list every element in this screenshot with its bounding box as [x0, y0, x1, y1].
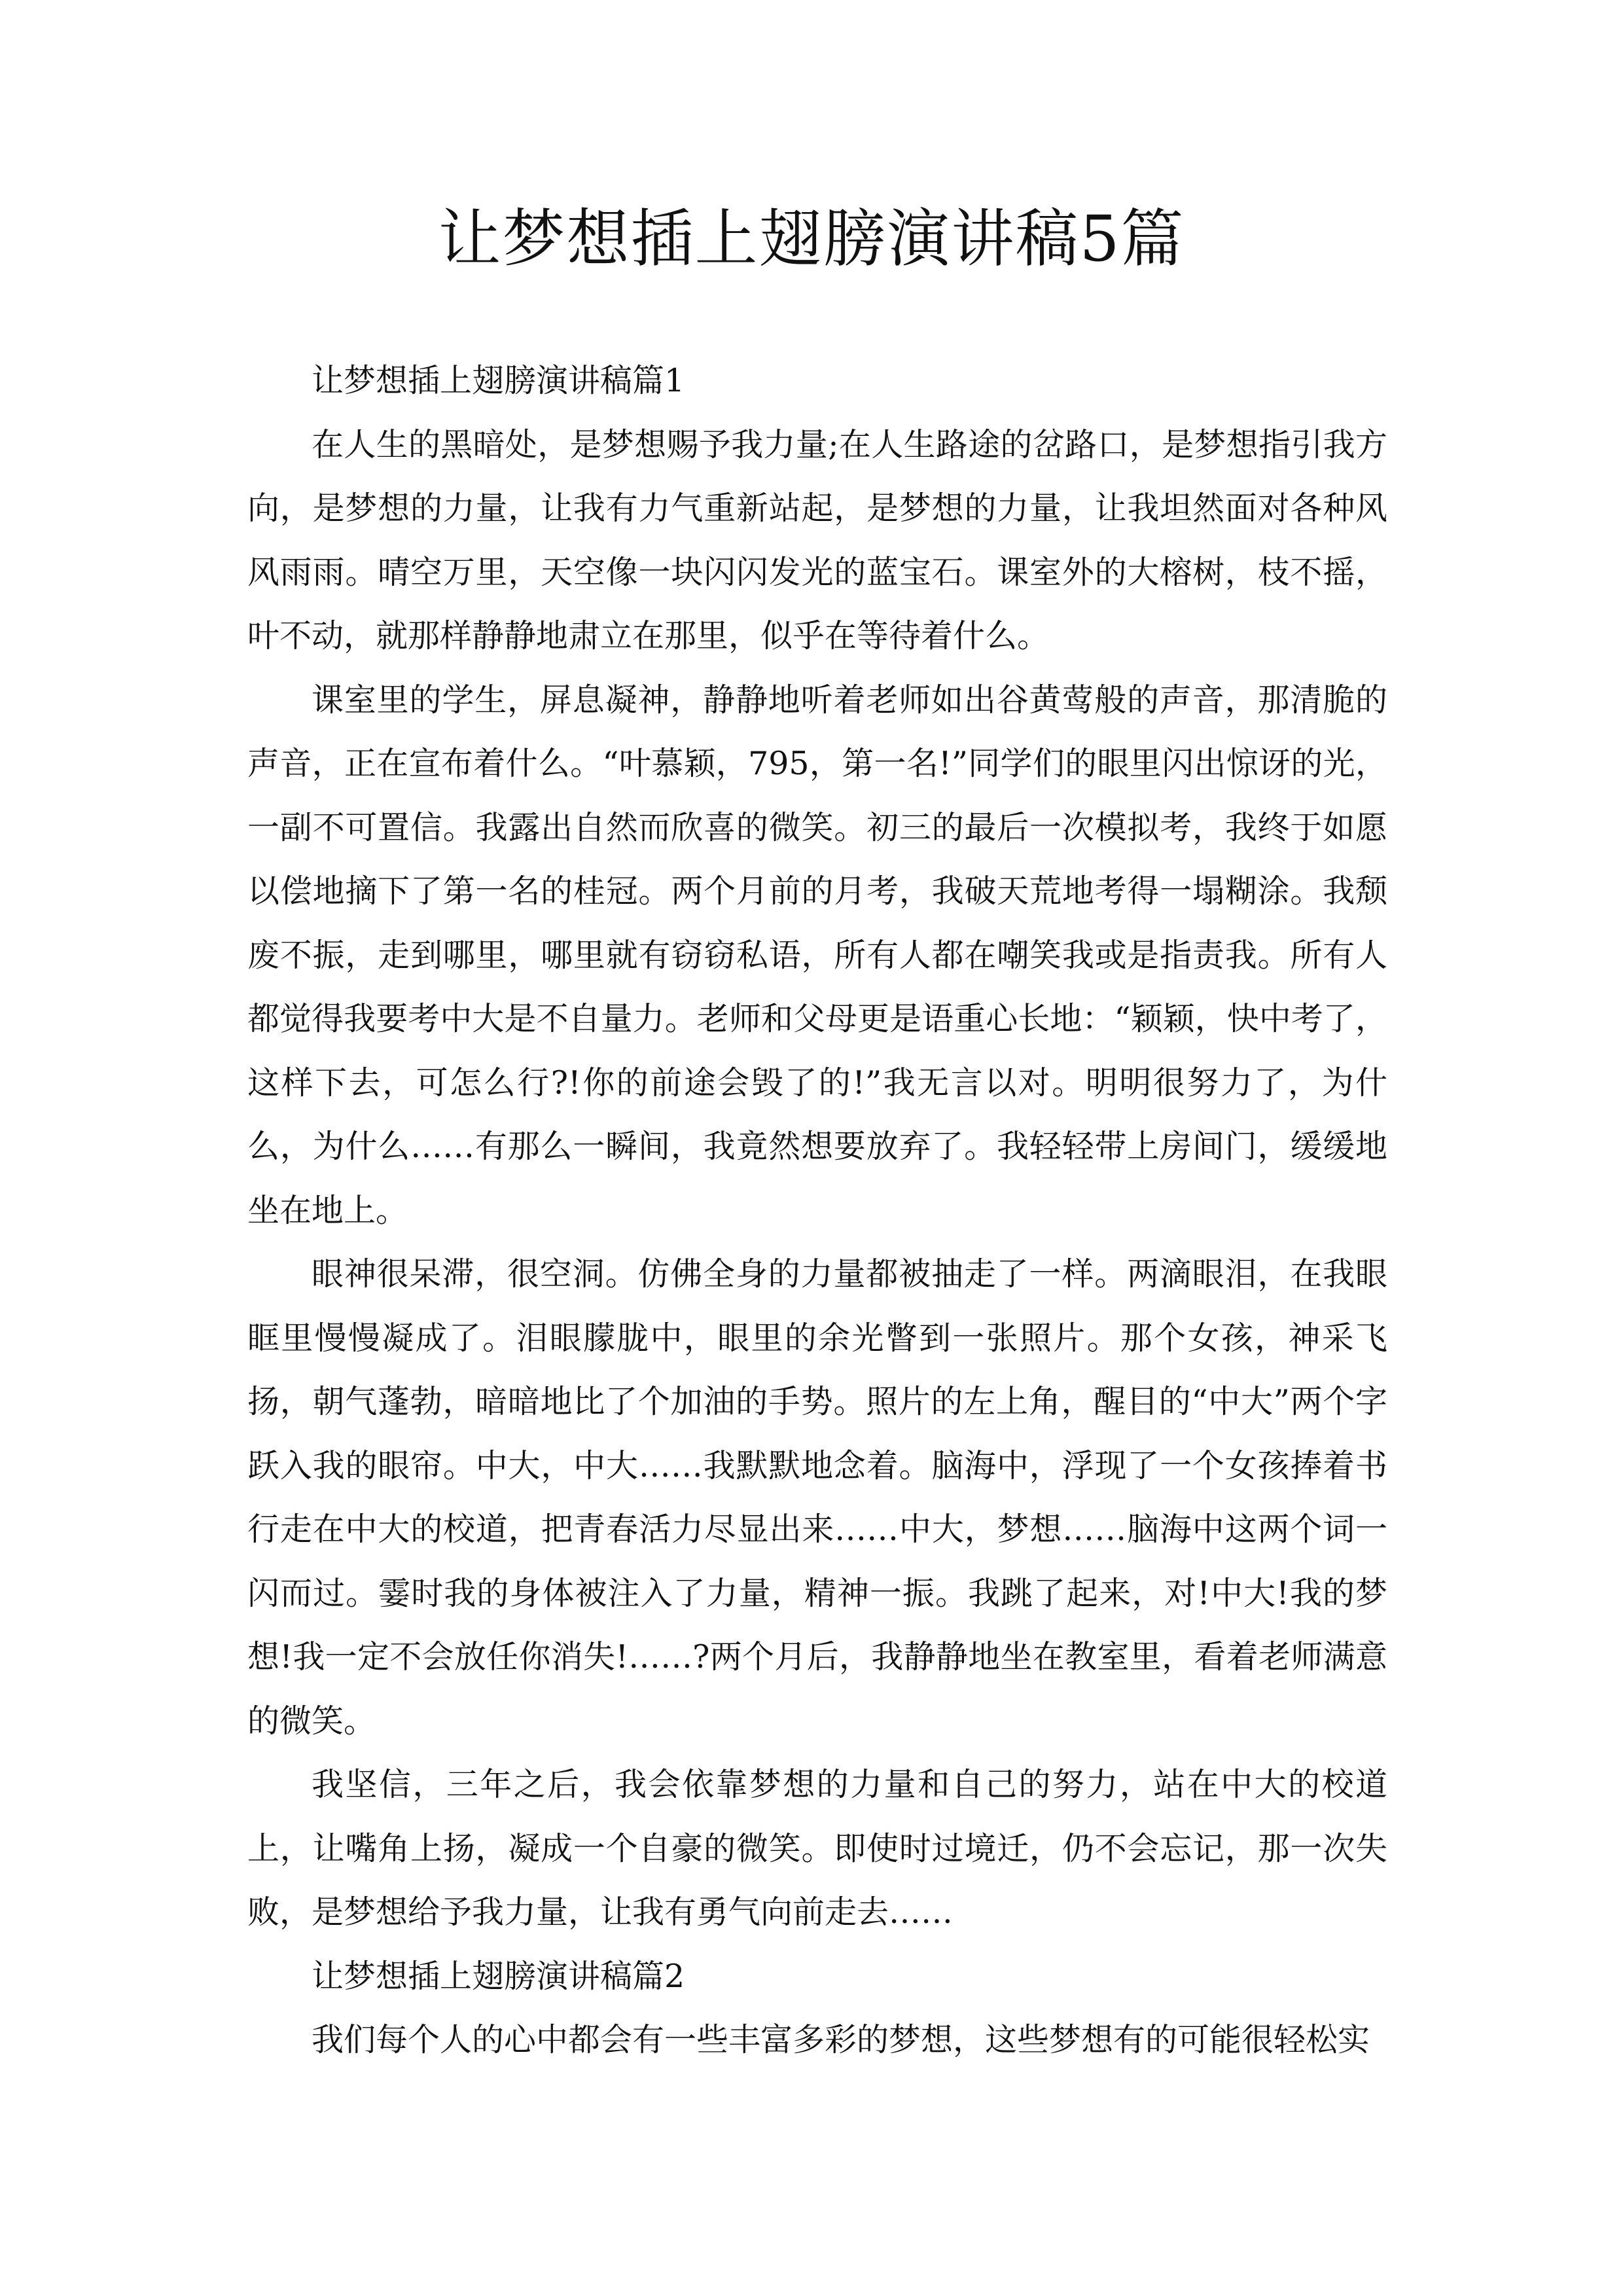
document-title: 让梦想插上翅膀演讲稿5篇 [438, 202, 1185, 276]
paragraph: 在人生的黑暗处，是梦想赐予我力量;在人生路途的岔路口，是梦想指引我方向，是梦想的力量，让我有力气重新站起，是梦想的力量，让我坦然面对各种风风雨雨。晴空万里，天空像一块闪闪发光的蓝宝石。课室外的大榕树，枝不摇，叶不动，就那样静静地肃立在那里，似乎在等待着什么。 [247, 425, 1387, 655]
document-body [247, 349, 1387, 2072]
paragraph: 眼神很呆滞，很空洞。仿佛全身的力量都被抽走了一样。两滴眼泪，在我眼眶里慢慢凝成了。泪眼朦胧中，眼里的余光瞥到一张照片。那个女孩，神采飞扬，朝气蓬勃，暗暗地比了个加油的手势。照片的左上角，醒目的“中大”两个字跃入我的眼帘。中大，中大……我默默地念着。脑海中，浮现了一个女孩捧着书行走在中大的校道，把青春活力尽显出来……中大，梦想……脑海中这两个词一闪而过。霎时我的身体被注入了力量，精神一振。我跳了起来，对!中大!我的梦想!我一定不会放任你消失!……?两个月后，我静静地坐在教室里，看着老师满意的微笑。 [247, 1255, 1387, 1740]
section-heading: 让梦想插上翅膀演讲稿篇2 [312, 1957, 685, 1995]
paragraph: 我们每个人的心中都会有一些丰富多彩的梦想，这些梦想有的可能很轻松实 [312, 2021, 1370, 2058]
paragraph: 我坚信，三年之后，我会依靠梦想的力量和自己的努力，站在中大的校道上，让嘴角上扬，凝成一个自豪的微笑。即使时过境迁，仍不会忘记，那一次失败，是梦想给予我力量，让我有勇气向前走去…… [247, 1766, 1387, 1931]
paragraph: 课室里的学生，屏息凝神，静静地听着老师如出谷黄莺般的声音，那清脆的声音，正在宣布着什么。“叶慕颖，795，第一名!”同学们的眼里闪出惊讶的光，一副不可置信。我露出自然而欣喜的微笑。初三的最后一次模拟考，我终于如愿以偿地摘下了第一名的桂冠。两个月前的月考，我破天荒地考得一塌糊涂。我颓废不振，走到哪里，哪里就有窃窃私语，所有人都在嘲笑我或是指责我。所有人都觉得我要考中大是不自量力。老师和父母更是语重心长地：“颖颖，快中考了，这样下去，可怎么行?!你的前途会毁了的!”我无言以对。明明很努力了，为什么，为什么……有那么一瞬间，我竟然想要放弃了。我轻轻带上房间门，缓缓地坐在地上。 [247, 681, 1387, 1229]
section-heading: 让梦想插上翅膀演讲稿篇1 [312, 362, 685, 399]
